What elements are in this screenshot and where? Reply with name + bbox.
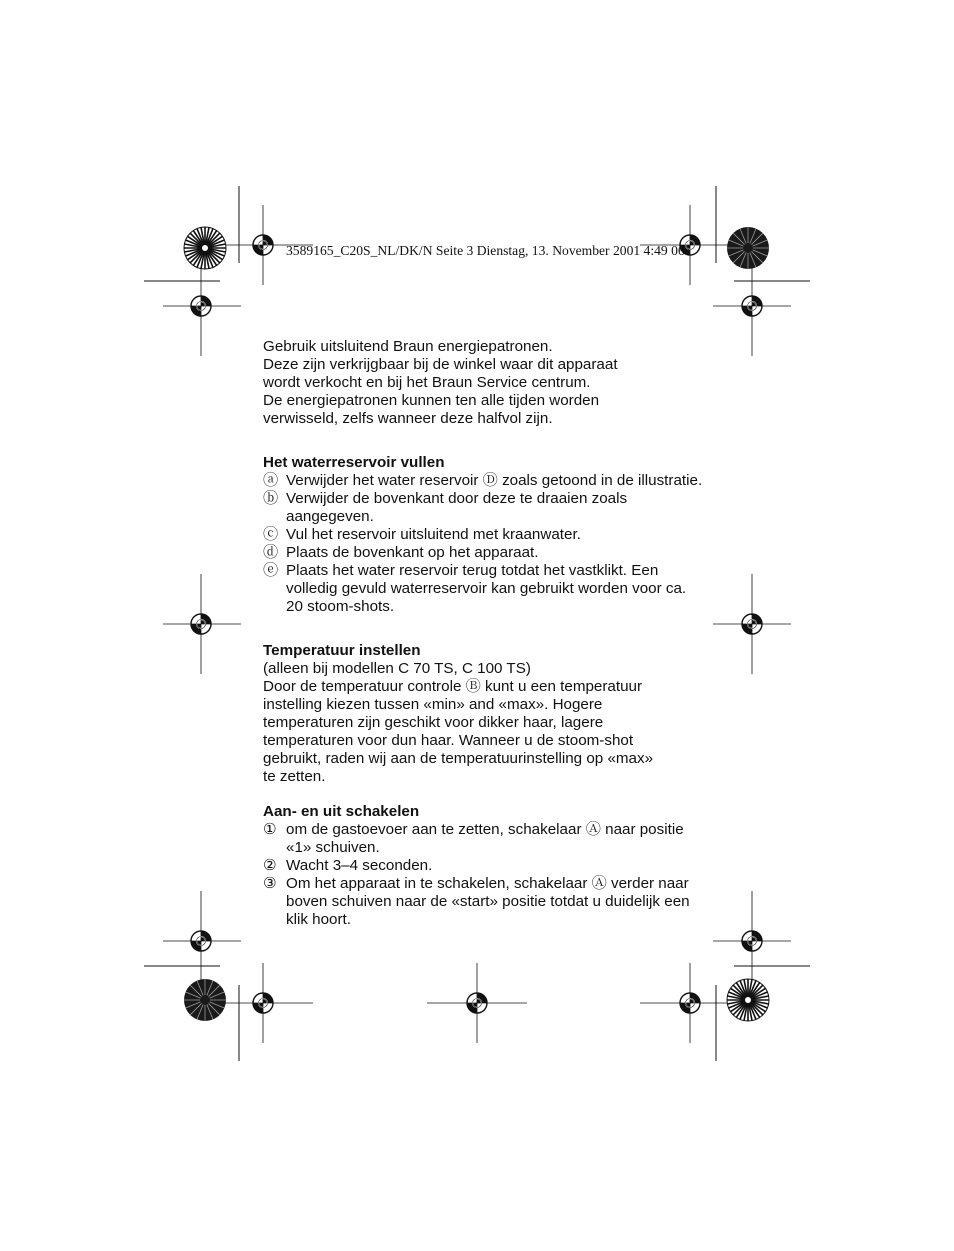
list-item [263, 472, 703, 490]
intro-paragraph [263, 338, 703, 428]
list-item-text: Om het apparaat in te schakelen, schakelaar Ⓐ verder naar boven schuiven naar de «start» positie totdat u duidelijk een klik hoort. [286, 875, 690, 928]
list-item [263, 821, 703, 857]
page-content [263, 338, 703, 929]
temperature-line: instelling kiezen tussen «min» and «max». Hogere [263, 696, 603, 713]
temperature-line: gebruikt, raden wij aan de temperatuurinstelling op «max» [263, 749, 654, 767]
list-marker: ② [263, 857, 277, 875]
list-item-text: Verwijder de bovenkant door deze te draaien zoals aangegeven. [286, 490, 628, 526]
section-temperature [263, 642, 703, 785]
list-marker: ⓒ [263, 525, 279, 543]
list-item-text: om de gastoevoer aan te zetten, schakelaar Ⓐ naar positie «1» schuiven. [286, 821, 684, 857]
section-switching [263, 803, 703, 928]
list-marker: ① [263, 821, 277, 839]
list-item [263, 490, 703, 526]
list-item [263, 526, 703, 544]
temperature-line: te zetten. [263, 767, 326, 785]
intro-line: verwisseld, zelfs wanneer deze halfvol zijn. [263, 409, 553, 427]
list-item-text: Wacht 3–4 seconden. [286, 857, 433, 875]
temperature-line: (alleen bij modellen C 70 TS, C 100 TS) [263, 660, 531, 678]
list-item-text: Verwijder het water reservoir Ⓓ zoals getoond in de illustratie. [286, 472, 703, 490]
temperature-line: temperaturen zijn geschikt voor dikker haar, lagere [263, 713, 604, 731]
temperature-line: Door de temperatuur controle Ⓑ kunt u een temperatuur [263, 678, 643, 696]
section-heading: Temperatuur instellen [263, 642, 421, 660]
section-water-reservoir [263, 454, 703, 615]
section-heading: Het waterreservoir vullen [263, 454, 445, 472]
list-marker: ⓑ [263, 490, 279, 508]
list-marker: ⓓ [263, 543, 279, 561]
list-item [263, 544, 703, 562]
list-marker: ③ [263, 875, 277, 893]
list-marker: ⓐ [263, 472, 279, 490]
intro-line: Gebruik uitsluitend Braun energiepatronen. [263, 338, 553, 355]
intro-line: wordt verkocht en bij het Braun Service centrum. [263, 373, 591, 391]
print-slug-line: 3589165_C20S_NL/DK/N Seite 3 Dienstag, 13. November 2001 4:49 06 [286, 243, 685, 258]
section-heading: Aan- en uit schakelen [263, 803, 420, 821]
list-item-text: Plaats het water reservoir terug totdat het vastklikt. Een volledig gevuld waterreservoir kan gebruikt worden voor ca. 20 stoom-shots. [286, 561, 687, 615]
list-item-text: Plaats de bovenkant op het apparaat. [286, 543, 539, 561]
intro-line: Deze zijn verkrijgbaar bij de winkel waar dit apparaat [263, 355, 618, 373]
list-item [263, 857, 703, 875]
list-item-text: Vul het reservoir uitsluitend met kraanwater. [286, 525, 581, 543]
list-marker: ⓔ [263, 561, 279, 579]
intro-line: De energiepatronen kunnen ten alle tijden worden [263, 391, 600, 409]
temperature-line: temperaturen voor dun haar. Wanneer u de stoom-shot [263, 731, 634, 749]
list-item [263, 562, 703, 616]
list-item [263, 875, 703, 929]
